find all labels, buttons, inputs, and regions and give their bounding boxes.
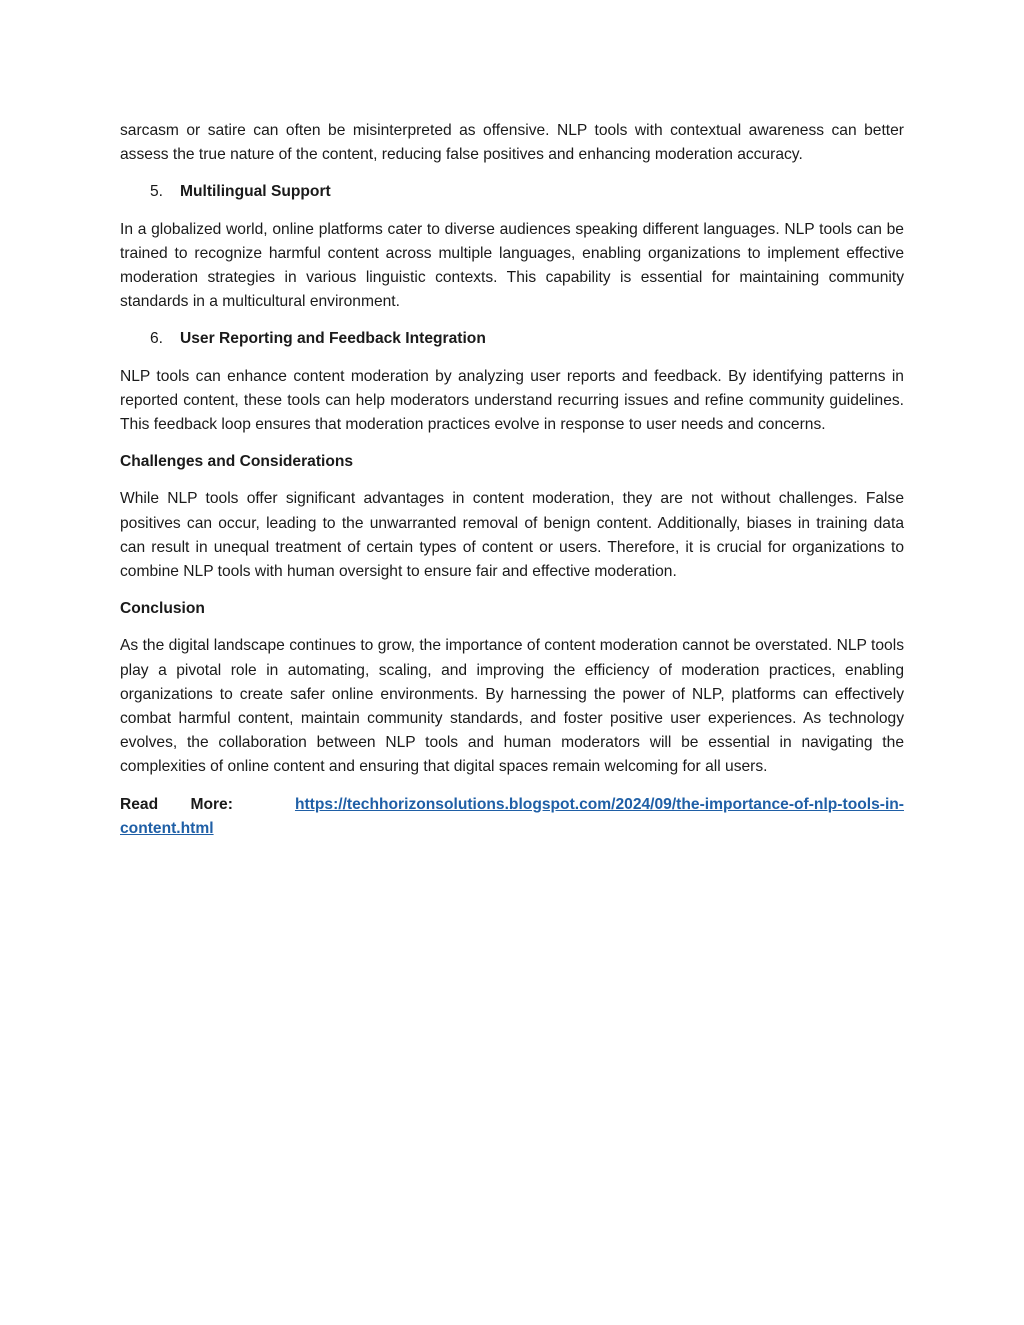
intro-continuation-paragraph: sarcasm or satire can often be misinterpreted as offensive. NLP tools with contextual awareness can better assess the true nature of the content, reducing false positives and enhancing moderation accuracy. <box>120 122 904 164</box>
challenges-heading: Challenges and Considerations <box>120 453 354 471</box>
read-more-label: Read More: <box>120 795 233 813</box>
section-number: 5. <box>150 183 164 201</box>
conclusion-heading: Conclusion <box>120 600 205 618</box>
user-reporting-paragraph: NLP tools can enhance content moderation by analyzing user reports and feedback. By identifying patterns in reported content, these tools can help moderators understand recurring issues and refine community guidelines. This feedback loop ensures that moderation practices evolve in response to user needs and concerns. <box>120 367 904 434</box>
multilingual-support-paragraph: In a globalized world, online platforms cater to diverse audiences speaking different languages. NLP tools can be trained to recognize harmful content across multiple languages, enabling organizations to implement effective moderation strategies in various linguistic contexts. This capability is essential for maintaining community standards in a multicultural environment. <box>120 220 904 311</box>
section-title: User Reporting and Feedback Integration <box>180 330 486 348</box>
conclusion-paragraph: As the digital landscape continues to grow, the importance of content moderation cannot be overstated. NLP tools play a pivotal role in automating, scaling, and improving the efficiency of moderation practices, enabling organizations to create safer online environments. By harnessing the power of NLP, platforms can effectively combat harmful content, maintain community standards, and foster positive user experiences. As technology evolves, the collaboration between NLP tools and human moderators will be essential in navigating the complexities of online content and ensuring that digital spaces remain welcoming for all users. <box>120 637 904 776</box>
section-heading-multilingual-support <box>120 180 904 204</box>
section-heading-user-reporting <box>120 327 904 351</box>
read-more-link[interactable]: https://techhorizonsolutions.blogspot.com/2024/09/the-importance-of-nlp-tools-in-content.html <box>120 795 904 837</box>
section-number: 6. <box>150 330 164 348</box>
section-title: Multilingual Support <box>180 183 331 201</box>
challenges-paragraph: While NLP tools offer significant advantages in content moderation, they are not without challenges. False positives can occur, leading to the unwarranted removal of benign content. Additionally, biases in training data can result in unequal treatment of certain types of content or users. Therefore, it is crucial for organizations to combine NLP tools with human oversight to ensure fair and effective moderation. <box>120 490 904 581</box>
document-page <box>120 119 904 841</box>
read-more-line <box>120 793 904 841</box>
